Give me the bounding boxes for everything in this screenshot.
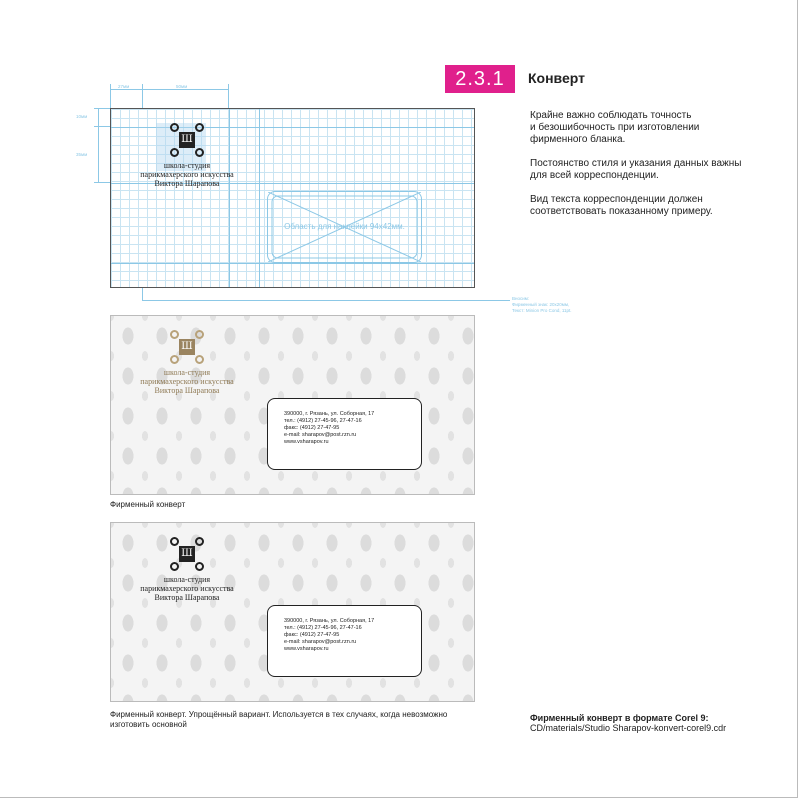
address-window <box>267 398 422 470</box>
section-number-badge: 2.3.1 <box>445 65 515 93</box>
address-window <box>267 605 422 677</box>
envelope-layout-grid <box>110 108 475 288</box>
guide-line <box>110 89 228 90</box>
dim-width-2: 50мм <box>176 84 188 89</box>
logo-line-1: школа-студия <box>163 161 211 170</box>
address-line: www.vsharapov.ru <box>284 439 329 445</box>
address-line: факс: (4912) 27-47-95 <box>284 425 340 431</box>
address-line: 390000, г. Рязань, ул. Соборная, 17 <box>284 618 375 624</box>
logo-mark-icon: Ш <box>170 330 204 364</box>
guide-line <box>259 109 260 287</box>
description-paragraph-1: Крайне важно соблюдать точность и безошибочность при изготовлении фирменного бланка. <box>530 110 700 145</box>
guide-line <box>228 84 229 108</box>
logo-line-3: Виктора Шарапова <box>154 179 220 188</box>
logo-line-1: школа-студия <box>163 368 211 377</box>
envelope-simple <box>110 522 475 702</box>
dim-width-1: 27мм <box>118 84 130 89</box>
dim-height-2: 35мм <box>76 152 88 157</box>
address-line: 390000, г. Рязань, ул. Соборная, 17 <box>284 411 375 417</box>
margin-note: Вносим: Фирменный знак: 20х20мм, Текст: Minion Pro Cond, 11pt. <box>512 296 572 313</box>
logo <box>139 123 235 188</box>
footer-title: Фирменный конверт в формате Corel 9: <box>530 713 709 723</box>
guide-line <box>111 263 474 264</box>
dim-height-1: 10мм <box>76 114 88 119</box>
address-line: тел.: (4912) 27-45-96, 27-47-16 <box>284 625 362 631</box>
caption-simple: Фирменный конверт. Упрощённый вариант. Используется в тех случаях, когда невозможно изготовить основной <box>110 710 448 729</box>
guide-line <box>94 126 110 127</box>
guide-line <box>98 108 99 182</box>
sticker-area-label: Область для наклейки 94х42мм. <box>284 222 405 231</box>
logo <box>139 330 235 395</box>
logo <box>139 537 235 602</box>
address-line: e-mail: sharapov@post.rzn.ru <box>284 639 357 645</box>
address-line: e-mail: sharapov@post.rzn.ru <box>284 432 357 438</box>
logo-mark-icon: Ш <box>170 123 204 157</box>
guide-line <box>110 84 111 108</box>
logo-line-1: школа-студия <box>163 575 211 584</box>
sticker-area <box>267 191 422 263</box>
guide-line <box>142 300 510 301</box>
description <box>530 110 760 230</box>
address-line: факс: (4912) 27-47-95 <box>284 632 340 638</box>
logo-line-3: Виктора Шарапова <box>154 386 220 395</box>
guide-line <box>94 182 110 183</box>
logo-mark-icon: Ш <box>170 537 204 571</box>
description-paragraph-3: Вид текста корреспонденции должен соответствовать показанному примеру. <box>530 194 713 217</box>
logo-line-2: парикмахерского искусства <box>140 170 234 179</box>
envelope-main <box>110 315 475 495</box>
logo-line-3: Виктора Шарапова <box>154 593 220 602</box>
address-line: тел.: (4912) 27-45-96, 27-47-16 <box>284 418 362 424</box>
caption-main: Фирменный конверт <box>110 500 186 509</box>
guide-line <box>94 108 110 109</box>
footer-file-path: CD/materials/Studio Sharapov-konvert-corel9.cdr <box>530 723 727 733</box>
address-line: www.vsharapov.ru <box>284 646 329 652</box>
logo-line-2: парикмахерского искусства <box>140 377 234 386</box>
description-paragraph-2: Постоянство стиля и указания данных важны для всей корреспонденции. <box>530 158 742 181</box>
section-title: Конверт <box>528 70 585 86</box>
logo-line-2: парикмахерского искусства <box>140 584 234 593</box>
